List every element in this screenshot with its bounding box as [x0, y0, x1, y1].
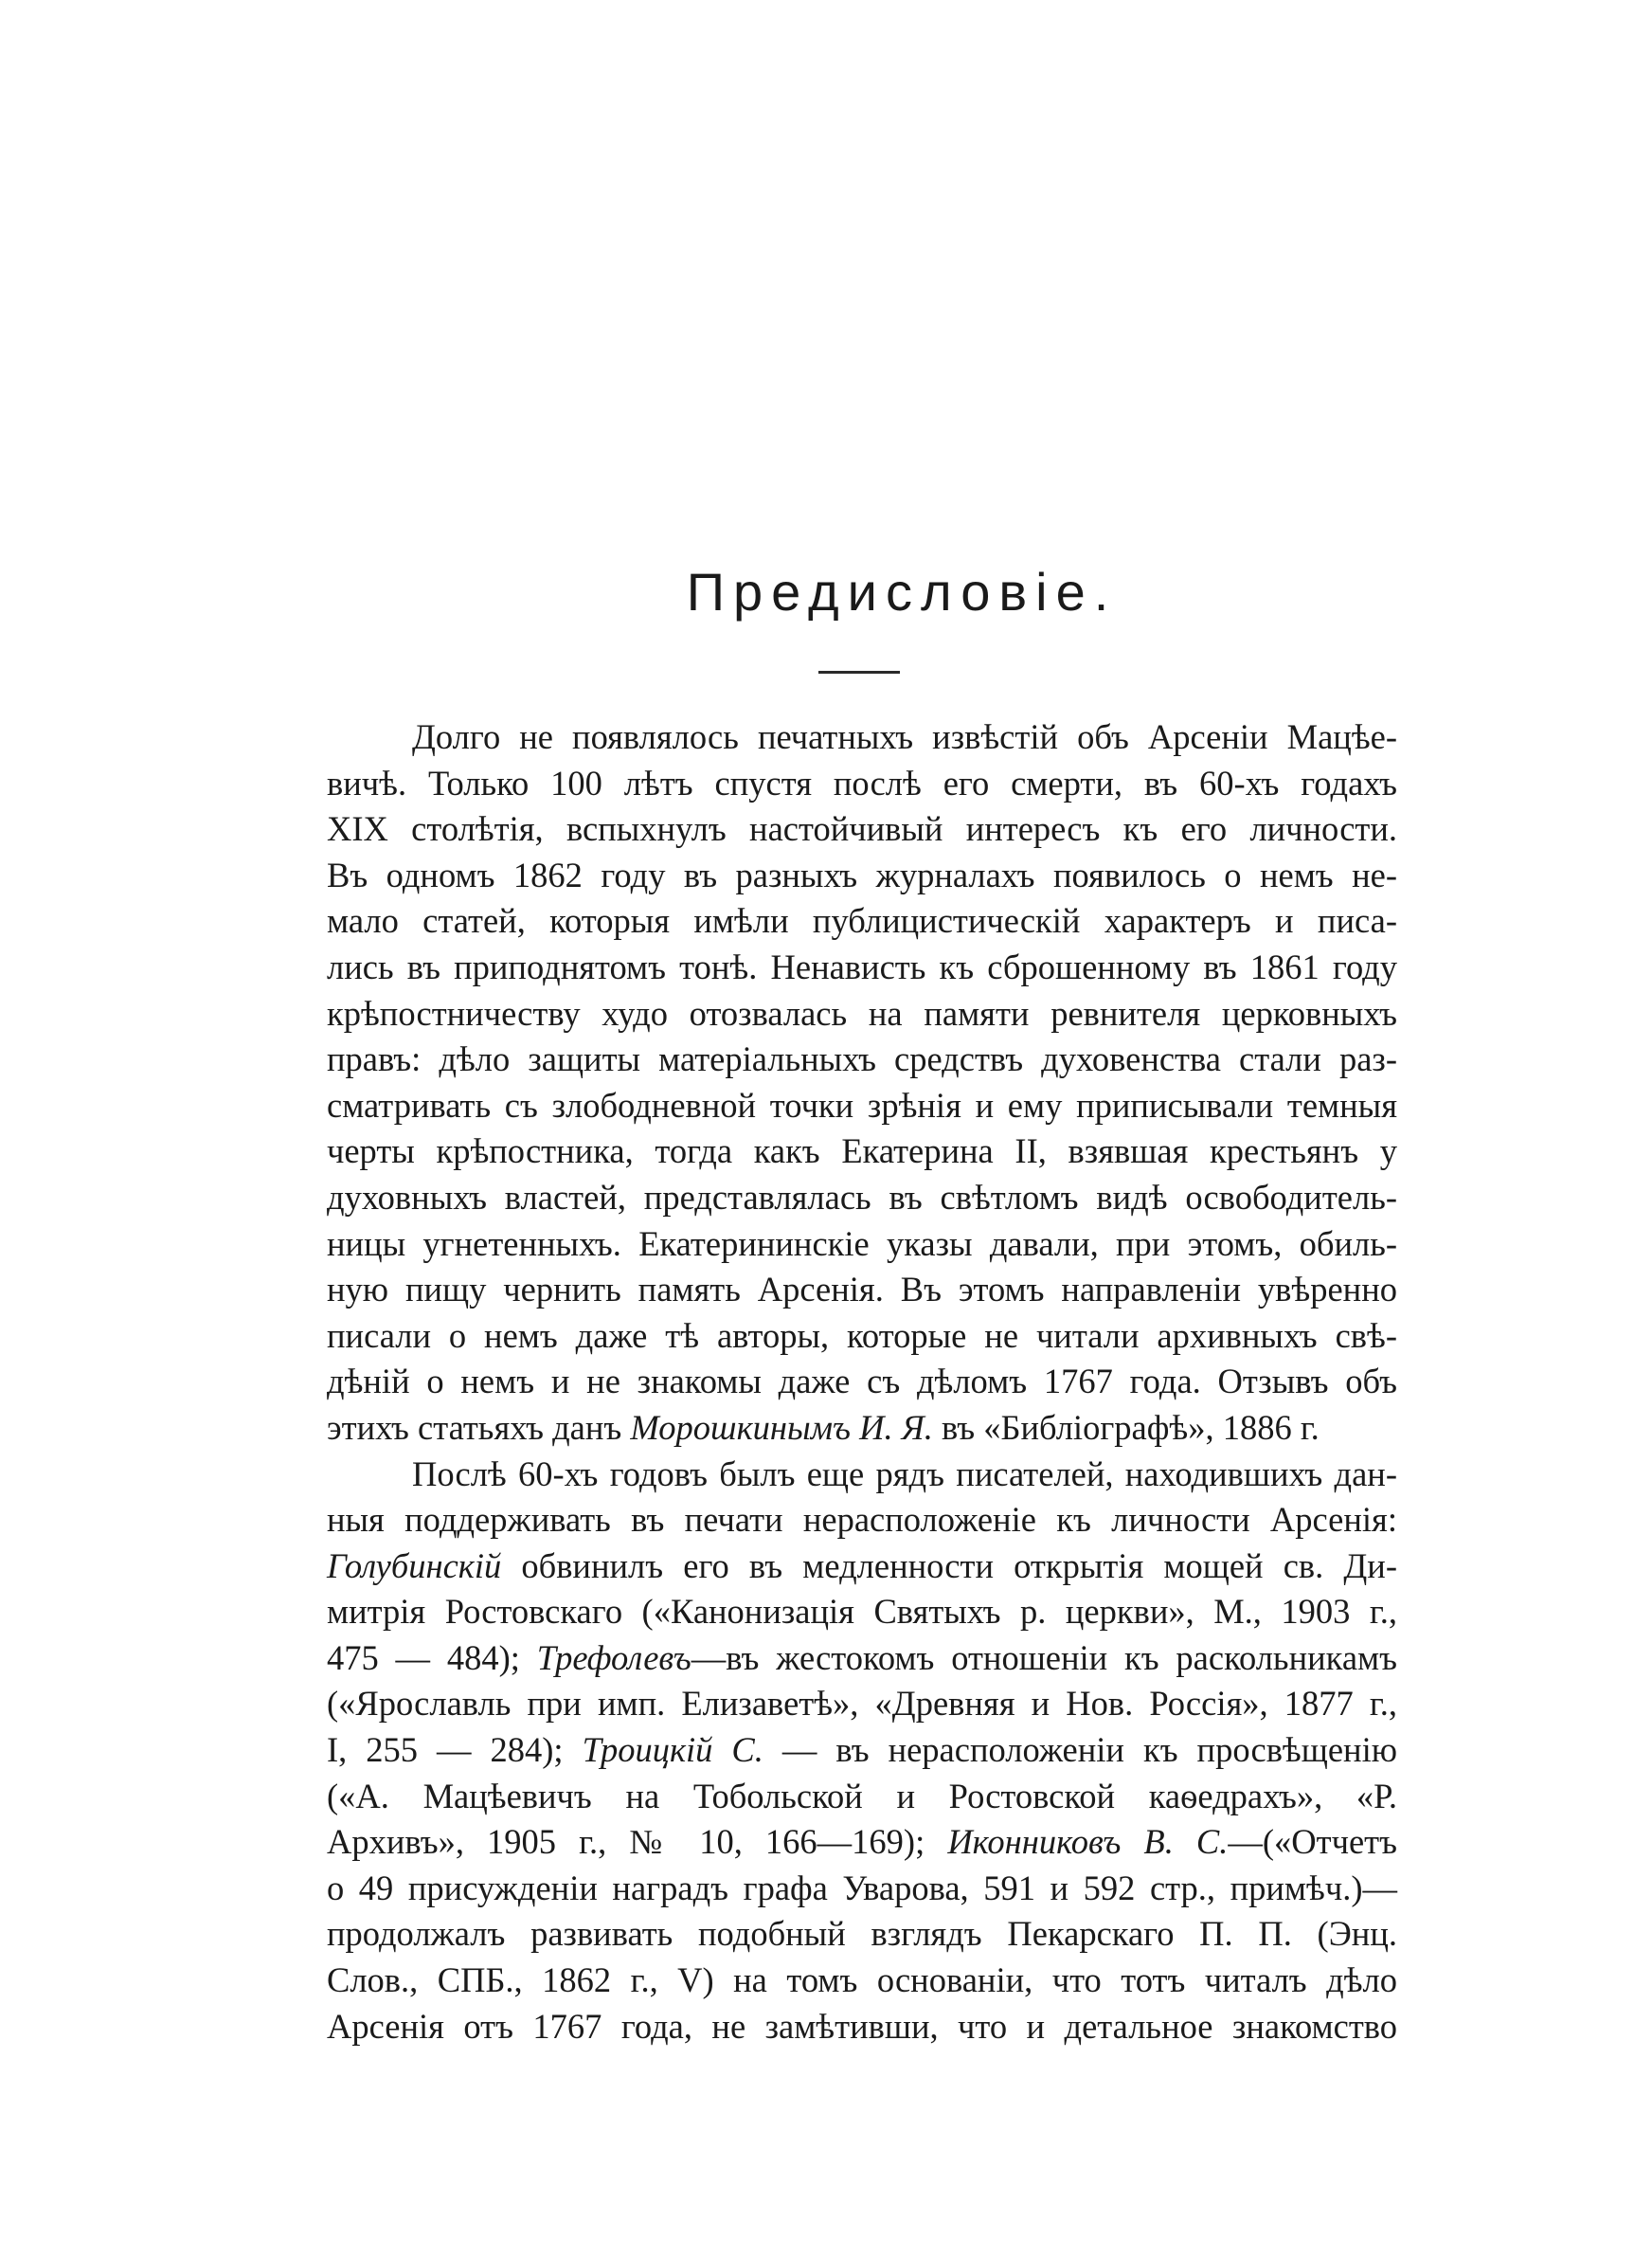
text-line: («Ярославль при имп. Елизаветѣ», «Древняя и Нов. Россія», 1877 г., [327, 1684, 1397, 1724]
body-text [327, 714, 1397, 2049]
text-line: правъ: дѣло защиты матеріальныхъ средствъ духовенства стали раз- [327, 1039, 1397, 1079]
text-line: Архивъ», 1905 г., № 10, 166—169); Иконниковъ В. С.—(«Отчетъ [327, 1822, 1397, 1862]
text-line: вичѣ. Только 100 лѣтъ спустя послѣ его смерти, въ 60-хъ годахъ [327, 763, 1397, 803]
text-line: ныя поддерживать въ печати нерасположеніе къ личности Арсенія: [327, 1500, 1397, 1540]
text-line: продолжалъ развивать подобный взглядъ Пекарскаго П. П. (Энц. [327, 1914, 1397, 1954]
text-line: Голубинскій обвинилъ его въ медленности открытія мощей св. Ди- [327, 1545, 1397, 1585]
text-line: крѣпостничеству худо отозвалась на памяти ревнителя церковныхъ [327, 993, 1397, 1033]
text-line: сматривать съ злободневной точки зрѣнія и ему приписывали темныя [327, 1085, 1397, 1125]
text-line: Арсенія отъ 1767 года, не замѣтивши, что и детальное знакомство [327, 2006, 1397, 2046]
text-line: писали о немъ даже тѣ авторы, которые не читали архивныхъ свѣ- [327, 1315, 1397, 1355]
text-line: I, 255 — 284); Троицкій С. — въ нерасположеніи къ просвѣщенію [327, 1730, 1398, 1770]
text-line: духовныхъ властей, представлялась въ свѣтломъ видѣ освободитель- [327, 1177, 1397, 1217]
text-line: ную пищу чернить память Арсенія. Въ этомъ направленіи увѣренно [327, 1270, 1397, 1309]
text-line: ницы угнетенныхъ. Екатерининскіе указы давали, при этомъ, обиль- [327, 1223, 1397, 1263]
text-line: Въ одномъ 1862 году въ разныхъ журналахъ появилось о немъ не- [327, 855, 1397, 894]
text-line: Долго не появлялось печатныхъ извѣстій объ Арсеніи Мацѣе- [412, 717, 1397, 756]
text-line: XIX столѣтія, вспыхнулъ настойчивый интересъ къ его личности. [327, 809, 1397, 849]
text-line: мало статей, которыя имѣли публицистическій характеръ и писа- [327, 901, 1397, 941]
text-line: этихъ статьяхъ данъ Морошкинымъ И. Я. въ «Библіографѣ», 1886 г. [327, 1407, 1320, 1447]
text-line: Слов., СПБ., 1862 г., V) на томъ основаніи, что тотъ читалъ дѣло [327, 1960, 1397, 2000]
text-line: митрія Ростовскаго («Канонизація Святыхъ р. церкви», М., 1903 г., [327, 1592, 1397, 1632]
text-line: дѣній о немъ и не знакомы даже съ дѣломъ 1767 года. Отзывъ объ [327, 1362, 1397, 1401]
text-line: черты крѣпостника, тогда какъ Екатерина II, взявшая крестьянъ у [327, 1131, 1397, 1171]
text-line: Послѣ 60-хъ годовъ былъ еще рядъ писателей, находившихъ дан- [412, 1454, 1397, 1493]
page-title: Предисловіе. [686, 562, 1118, 622]
title-divider [818, 671, 900, 674]
text-line: лись въ приподнятомъ тонѣ. Ненависть къ сброшенному въ 1861 году [327, 947, 1397, 986]
text-line: о 49 присужденіи наградъ графа Уварова, 591 и 592 стр., примѣч.)— [327, 1868, 1397, 1907]
text-line: («А. Мацѣевичъ на Тобольской и Ростовской каѳедрахъ», «Р. [327, 1776, 1397, 1815]
text-line: 475 — 484); Трефолевъ—въ жестокомъ отношеніи къ раскольникамъ [327, 1637, 1397, 1677]
